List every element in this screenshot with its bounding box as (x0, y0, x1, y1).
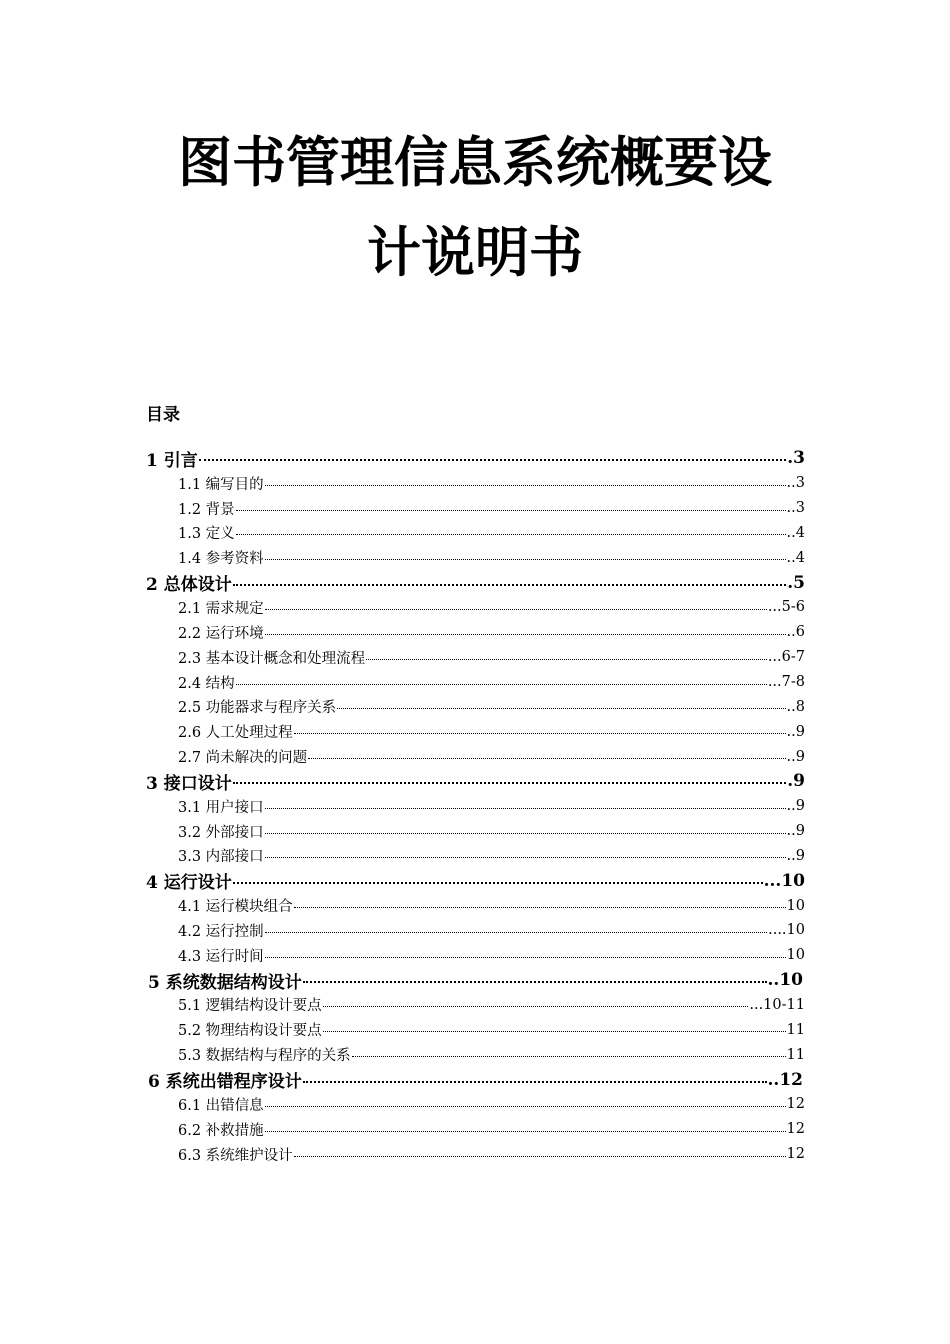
toc-entry-label: 4.1 运行模块组合 (178, 899, 293, 916)
toc-entry-page-number: ..12 (767, 1069, 803, 1090)
toc-dot-leader (308, 758, 785, 759)
toc-entry-section[interactable] (0, 1117, 950, 1142)
toc-dot-leader (265, 957, 786, 958)
document-title-line2: 计说明书 (367, 221, 583, 284)
toc-entry-label: 4.2 运行控制 (178, 923, 264, 940)
toc-dot-leader (233, 782, 787, 784)
toc-dot-leader (294, 733, 786, 734)
toc-entry-page-number: 11 (786, 1021, 805, 1038)
toc-entry-section[interactable] (0, 918, 950, 943)
toc-entry-section[interactable] (0, 521, 950, 546)
toc-entry-page-number: ...5-6 (767, 599, 805, 616)
toc-entry-page-number: ..9 (786, 823, 805, 840)
toc-entry-section[interactable] (0, 794, 950, 819)
toc-entry-section[interactable] (0, 545, 950, 570)
toc-dot-leader (323, 1006, 749, 1007)
toc-entry-page-number: ..10 (767, 970, 803, 991)
toc-entry-label: 1.2 背景 (178, 501, 235, 518)
toc-entry-page-number: ..3 (786, 475, 805, 492)
toc-dot-leader (294, 907, 786, 908)
toc-dot-leader (265, 833, 786, 834)
toc-entry-label: 3 接口设计 (146, 773, 232, 794)
toc-entry-label: 5.1 逻辑结构设计要点 (178, 998, 322, 1015)
toc-entry-label: 5.2 物理结构设计要点 (178, 1023, 322, 1040)
toc-dot-leader (265, 485, 786, 486)
toc-dot-leader (236, 510, 786, 511)
toc-dot-leader (236, 684, 767, 685)
toc-dot-leader (366, 659, 767, 660)
toc-dot-leader (265, 808, 786, 809)
toc-entry-page-number: ..4 (786, 549, 805, 566)
toc-entry-label: 6.3 系统维护设计 (178, 1147, 293, 1164)
toc-entry-page-number: .3 (787, 448, 805, 469)
toc-entry-page-number: ...10 (763, 870, 805, 891)
toc-entry-label: 2 总体设计 (146, 575, 232, 596)
toc-entry-chapter[interactable] (0, 868, 950, 893)
toc-entry-label: 4 运行设计 (146, 873, 232, 894)
toc-entry-chapter[interactable] (0, 446, 950, 471)
toc-entry-section[interactable] (0, 1017, 950, 1042)
toc-entry-section[interactable] (0, 819, 950, 844)
toc-entry-label: 2.1 需求规定 (178, 600, 264, 617)
toc-dot-leader (265, 932, 767, 933)
toc-entry-page-number: ...6-7 (767, 649, 805, 666)
toc-entry-label: 2.7 尚未解决的问题 (178, 750, 308, 767)
toc-entry-page-number: ..6 (786, 624, 805, 641)
toc-dot-leader (236, 534, 786, 535)
toc-dot-leader (199, 459, 787, 461)
toc-entry-page-number: ..9 (786, 723, 805, 740)
toc-entry-page-number: .5 (787, 572, 805, 593)
toc-entry-page-number: ...7-8 (767, 674, 805, 691)
toc-entry-label: 5.3 数据结构与程序的关系 (178, 1048, 351, 1065)
toc-entry-page-number: ....10 (768, 922, 805, 939)
toc-entry-label: 1 引言 (146, 450, 198, 471)
toc-entry-page-number: 10 (786, 897, 805, 914)
toc-entry-section[interactable] (0, 595, 950, 620)
toc-dot-leader (303, 1081, 767, 1083)
toc-entry-chapter[interactable] (0, 570, 950, 595)
toc-entry-page-number: ...10-11 (749, 996, 805, 1013)
toc-entry-section[interactable] (0, 844, 950, 869)
toc-entry-label: 2.4 结构 (178, 675, 235, 692)
toc-entry-section[interactable] (0, 993, 950, 1018)
toc-entry-label: 2.5 功能器求与程序关系 (178, 700, 337, 717)
toc-entry-section[interactable] (0, 1042, 950, 1067)
toc-entry-label: 3.2 外部接口 (178, 824, 264, 841)
toc-entry-page-number: ..3 (786, 500, 805, 517)
toc-entry-label: 1.1 编写目的 (178, 476, 264, 493)
toc-entry-chapter[interactable] (0, 1067, 950, 1092)
toc-dot-leader (352, 1056, 786, 1057)
toc-entry-page-number: 12 (786, 1121, 805, 1138)
toc-entry-page-number: 11 (786, 1046, 805, 1063)
toc-entry-page-number: 12 (786, 1096, 805, 1113)
toc-entry-page-number: ..9 (786, 798, 805, 815)
toc-dot-leader (265, 857, 786, 858)
toc-dot-leader (265, 634, 786, 635)
toc-entry-section[interactable] (0, 719, 950, 744)
toc-entry-section[interactable] (0, 620, 950, 645)
toc-dot-leader (233, 584, 787, 586)
document-title-line1: 图书管理信息系统概要设 (178, 131, 772, 194)
toc-entry-label: 3.3 内部接口 (178, 849, 264, 866)
toc-entry-label: 6.1 出错信息 (178, 1097, 264, 1114)
toc-dot-leader (337, 708, 785, 709)
toc-entry-section[interactable] (0, 496, 950, 521)
toc-dot-leader (233, 882, 763, 884)
toc-entry-label: 6 系统出错程序设计 (148, 1072, 302, 1092)
toc-entry-label: 6.2 补救措施 (178, 1122, 264, 1139)
toc-dot-leader (265, 1131, 786, 1132)
table-of-contents (0, 446, 950, 1166)
toc-entry-section[interactable] (0, 943, 950, 968)
toc-dot-leader (265, 609, 767, 610)
toc-entry-section[interactable] (0, 893, 950, 918)
toc-entry-page-number: 10 (786, 947, 805, 964)
toc-entry-page-number: ..9 (786, 847, 805, 864)
toc-dot-leader (303, 981, 767, 983)
toc-entry-section[interactable] (0, 694, 950, 719)
toc-entry-label: 2.2 运行环境 (178, 625, 264, 642)
toc-entry-section[interactable] (0, 645, 950, 670)
toc-entry-page-number: 12 (786, 1146, 805, 1163)
toc-entry-chapter[interactable] (0, 968, 950, 993)
toc-entry-label: 5 系统数据结构设计 (148, 972, 302, 993)
toc-dot-leader (323, 1031, 786, 1032)
toc-entry-label: 4.3 运行时间 (178, 948, 264, 965)
toc-entry-label: 1.3 定义 (178, 526, 235, 543)
toc-dot-leader (294, 1156, 786, 1157)
toc-entry-page-number: ..9 (786, 748, 805, 765)
toc-entry-section[interactable] (0, 1142, 950, 1167)
toc-entry-section[interactable] (0, 1092, 950, 1117)
toc-dot-leader (265, 559, 786, 560)
toc-entry-page-number: .9 (787, 771, 805, 792)
toc-entry-chapter[interactable] (0, 769, 950, 794)
toc-entry-page-number: ..8 (786, 698, 805, 715)
toc-entry-label: 2.6 人工处理过程 (178, 725, 293, 742)
toc-heading: 目录 (146, 405, 180, 425)
toc-entry-section[interactable] (0, 670, 950, 695)
toc-entry-label: 1.4 参考资料 (178, 551, 264, 568)
toc-entry-page-number: ..4 (786, 524, 805, 541)
toc-entry-label: 3.1 用户接口 (178, 799, 264, 816)
toc-dot-leader (265, 1106, 786, 1107)
toc-entry-section[interactable] (0, 744, 950, 769)
toc-entry-label: 2.3 基本设计概念和处理流程 (178, 650, 366, 667)
toc-entry-section[interactable] (0, 471, 950, 496)
